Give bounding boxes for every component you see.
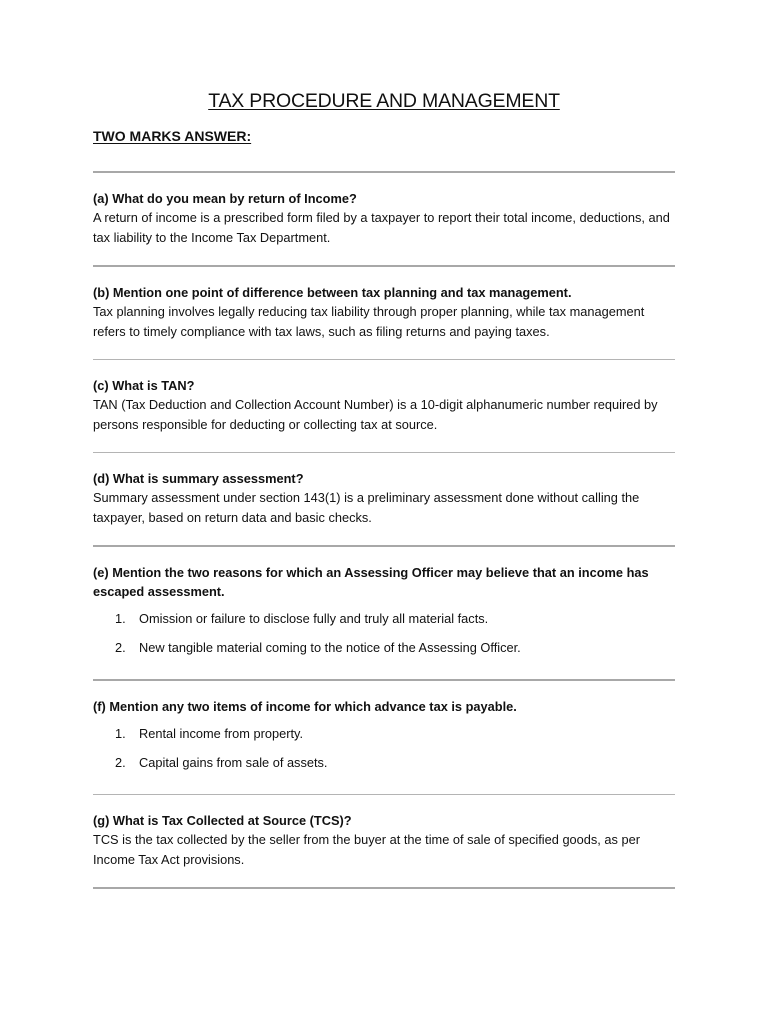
points-list-f: [93, 724, 675, 772]
qa-item-b: [93, 267, 675, 359]
list-item: [93, 724, 675, 743]
qa-item-f: [93, 681, 675, 794]
list-item-text: Rental income from property.: [139, 726, 304, 741]
section-heading: TWO MARKS ANSWER:: [93, 128, 252, 144]
divider: [93, 887, 675, 889]
question-g: (g) What is Tax Collected at Source (TCS)?: [93, 813, 352, 828]
list-number: 1.: [115, 611, 126, 626]
question-e: (e) Mention the two reasons for which an Assessing Officer may believe that an income has escaped assessment.: [93, 565, 649, 599]
list-item: [93, 753, 675, 772]
question-b: (b) Mention one point of difference between tax planning and tax management.: [93, 285, 572, 300]
qa-item-d: [93, 453, 675, 545]
list-item: [93, 638, 675, 657]
list-number: 1.: [115, 726, 126, 741]
qa-item-a: [93, 173, 675, 265]
qa-item-c: [93, 360, 675, 452]
list-item: [93, 609, 675, 628]
answer-c: TAN (Tax Deduction and Collection Account Number) is a 10-digit alphanumeric number required by persons responsible for deducting or collecting tax at source.: [93, 397, 658, 432]
page-title: TAX PROCEDURE AND MANAGEMENT: [208, 90, 560, 112]
list-item-text: Omission or failure to disclose fully and truly all material facts.: [139, 611, 489, 626]
answer-g: TCS is the tax collected by the seller from the buyer at the time of sale of specified goods, as per Income Tax Act provisions.: [93, 832, 640, 867]
answer-b: Tax planning involves legally reducing tax liability through proper planning, while tax management refers to timely compliance with tax laws, such as filing returns and paying taxes.: [93, 304, 645, 339]
list-item-text: New tangible material coming to the notice of the Assessing Officer.: [139, 640, 521, 655]
question-c: (c) What is TAN?: [93, 378, 195, 393]
qa-list: [93, 171, 675, 889]
question-f: (f) Mention any two items of income for which advance tax is payable.: [93, 699, 517, 714]
answer-a: A return of income is a prescribed form filed by a taxpayer to report their total income, deductions, and tax liability to the Income Tax Department.: [93, 210, 670, 245]
qa-item-g: [93, 795, 675, 887]
list-item-text: Capital gains from sale of assets.: [139, 755, 328, 770]
list-number: 2.: [115, 640, 126, 655]
question-a: (a) What do you mean by return of Income?: [93, 191, 357, 206]
qa-item-e: [93, 547, 675, 679]
points-list-e: [93, 609, 675, 657]
question-d: (d) What is summary assessment?: [93, 471, 304, 486]
answer-d: Summary assessment under section 143(1) is a preliminary assessment done without calling the taxpayer, based on return data and basic checks.: [93, 490, 640, 525]
list-number: 2.: [115, 755, 126, 770]
